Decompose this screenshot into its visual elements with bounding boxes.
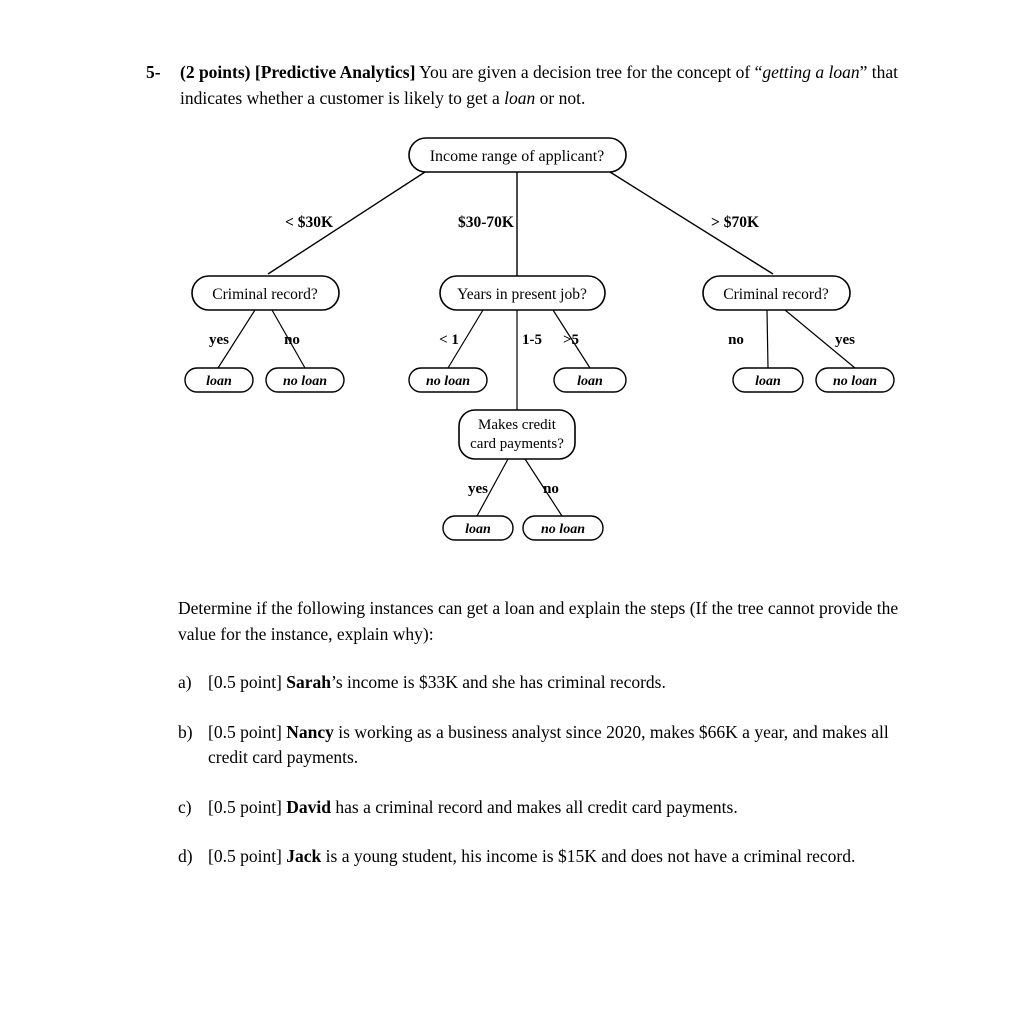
decision-tree-svg: [0, 120, 1015, 560]
node-root[interactable]: [409, 138, 626, 172]
item-points-d: [0.5 point]: [208, 846, 282, 866]
question-row: [146, 60, 921, 111]
leaf-middle-no-loan-label: no loan: [426, 374, 470, 389]
question-emphasis-loan: loan: [504, 87, 536, 108]
item-name-c: David: [286, 796, 331, 817]
leaf-ccp-no-loan[interactable]: [523, 516, 603, 540]
leaf-ccp-loan-label: loan: [465, 522, 491, 537]
item-rest-b: is working as a business analyst since 2020, makes $66K a year, and makes all credit card payments.: [208, 721, 889, 767]
list-item: [178, 720, 913, 771]
item-text-d: [208, 844, 913, 870]
item-label-b: b): [178, 721, 193, 742]
leaf-right-no-loan[interactable]: [816, 368, 894, 392]
tree-edges-middle-branch: [448, 310, 590, 410]
leaf-ccp-no-loan-label: no loan: [541, 522, 585, 537]
edge-label-left-no: no: [284, 332, 300, 348]
leaf-left-no-loan-label: no loan: [283, 374, 327, 389]
question-text-c: or not.: [535, 87, 586, 108]
edge-label-income-30-70k: $30-70K: [458, 214, 514, 231]
question-number: 5-: [146, 62, 161, 82]
item-points-c: [0.5 point]: [208, 796, 282, 817]
question-text-b: ” that indicates whether a customer is likely to get a: [180, 62, 898, 108]
leaf-left-no-loan[interactable]: [266, 368, 344, 392]
item-text-c: [208, 795, 913, 821]
question-emphasis-getting-a-loan: getting a loan: [762, 62, 860, 82]
node-criminal-record-left[interactable]: [192, 276, 339, 310]
decision-tree-diagram: [0, 120, 1015, 560]
edge-label-right-yes: yes: [835, 332, 855, 348]
instances-list: [178, 670, 913, 894]
edge-label-ccp-no: no: [543, 481, 559, 497]
item-rest-d: is a young student, his income is $15K and does not have a criminal record.: [321, 846, 856, 866]
list-item: [178, 844, 913, 870]
question-text-a: You are given a decision tree for the concept of “: [415, 62, 763, 82]
item-name-b: Nancy: [286, 721, 334, 742]
leaf-middle-loan[interactable]: [554, 368, 626, 392]
item-name-a: Sarah: [286, 672, 331, 692]
item-rest-c: has a criminal record and makes all credit card payments.: [331, 796, 738, 817]
list-item: [178, 670, 913, 696]
item-label-a: a): [178, 672, 192, 692]
question-topic: [Predictive Analytics]: [254, 62, 416, 82]
node-criminal-record-right[interactable]: [703, 276, 850, 310]
node-years-in-present-job-label: Years in present job?: [457, 286, 587, 303]
tree-edges-root: [268, 172, 773, 276]
edge-label-income-gt-70k: > $70K: [710, 214, 760, 231]
node-makes-credit-card-payments[interactable]: [459, 410, 575, 459]
item-label-c: c): [178, 796, 192, 817]
leaf-middle-no-loan[interactable]: [409, 368, 487, 392]
item-rest-a: ’s income is $33K and she has criminal records.: [331, 672, 666, 692]
list-item: [178, 795, 913, 821]
leaf-left-loan-label: loan: [206, 374, 232, 389]
edge-label-ccp-yes: yes: [468, 481, 488, 497]
edge-label-middle-1-5: 1-5: [522, 332, 542, 348]
node-criminal-record-left-label: Criminal record?: [212, 286, 318, 303]
node-years-in-present-job[interactable]: [440, 276, 605, 310]
item-text-a: [208, 670, 913, 696]
item-points-a: [0.5 point]: [208, 672, 282, 692]
edge-label-right-no: no: [728, 332, 744, 348]
leaf-right-loan-label: loan: [755, 374, 781, 389]
edge-label-middle-lt1: < 1: [439, 332, 459, 348]
item-text-b: [208, 720, 913, 771]
item-name-d: Jack: [286, 846, 322, 866]
leaf-middle-loan-label: loan: [577, 374, 603, 389]
item-points-b: [0.5 point]: [208, 721, 282, 742]
node-root-label: Income range of applicant?: [429, 148, 605, 165]
question-statement: [180, 60, 921, 111]
node-makes-credit-card-payments-label-line2: card payments?: [470, 436, 564, 452]
edge-label-income-lt-30k: < $30K: [284, 214, 334, 231]
item-label-d: d): [178, 846, 193, 866]
leaf-left-loan[interactable]: [185, 368, 253, 392]
edge-label-middle-gt5: >5: [562, 332, 580, 348]
question-points: (2 points): [180, 62, 251, 82]
edge-right-no: [767, 310, 768, 368]
node-criminal-record-right-label: Criminal record?: [723, 286, 829, 303]
leaf-right-no-loan-label: no loan: [833, 374, 877, 389]
leaf-ccp-loan[interactable]: [443, 516, 513, 540]
question-header: [146, 60, 921, 111]
edge-label-left-yes: yes: [209, 332, 229, 348]
node-makes-credit-card-payments-label-line1: Makes credit: [478, 417, 556, 433]
leaf-right-loan[interactable]: [733, 368, 803, 392]
determine-prompt: Determine if the following instances can get a loan and explain the steps (If the tree cannot provide the value for the instance, explain why):: [178, 598, 899, 644]
